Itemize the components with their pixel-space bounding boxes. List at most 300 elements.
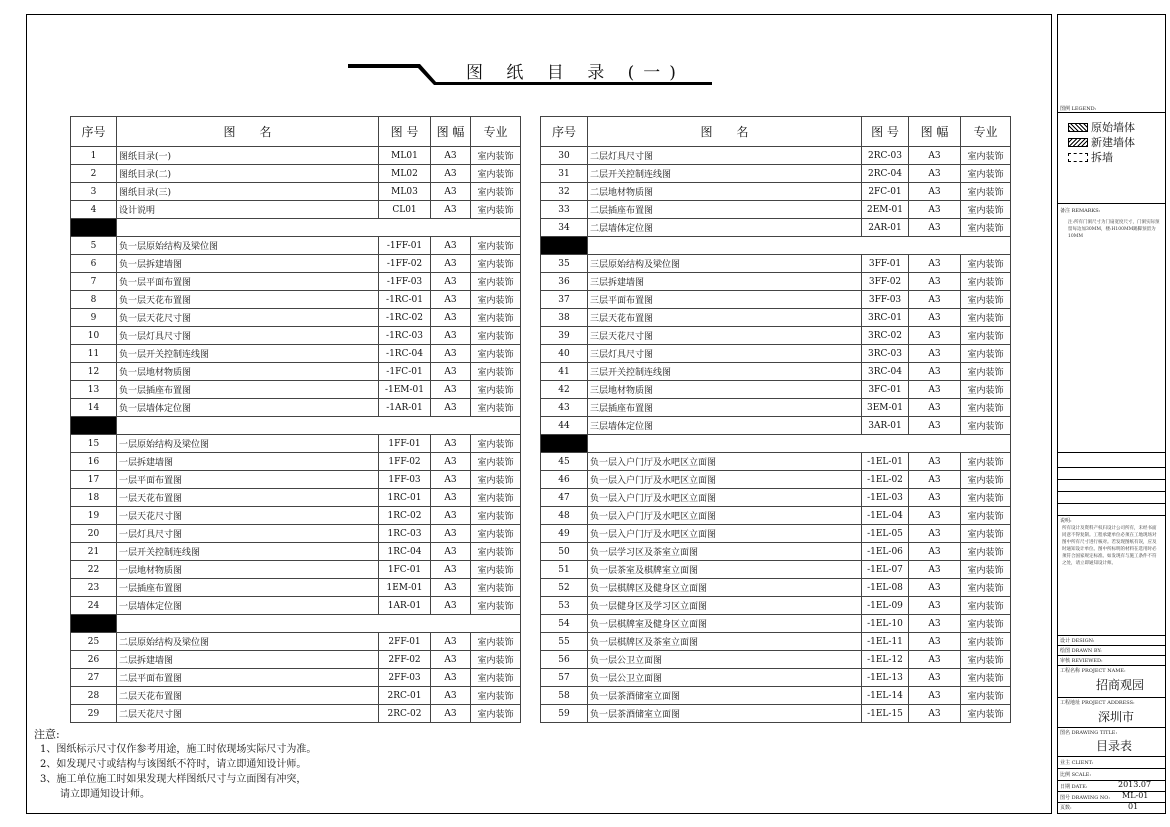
sheet-size: A3 [909,633,961,651]
drawing-name: 三层墙体定位图 [588,417,862,435]
sheet-size: A3 [431,561,471,579]
drawing-code: -1EL-14 [862,687,909,705]
drawing-name: 一层平面布置图 [117,471,379,489]
drawing-title: 目录表 [1096,739,1133,753]
row-number: 13 [71,381,117,399]
drawing-code: -1EL-13 [862,669,909,687]
table-row [71,237,521,255]
section-marker [541,237,588,255]
drawing-name: 二层平面布置图 [117,669,379,687]
drawing-code: -1EL-07 [862,561,909,579]
discipline: 室内装饰 [471,435,521,453]
drawing-name: 负一层入户门厅及水吧区立面图 [588,507,862,525]
table-row [541,183,1011,201]
discipline: 室内装饰 [961,705,1011,723]
table-row [541,309,1011,327]
row-number: 54 [541,615,588,633]
table-row [71,435,521,453]
discipline: 室内装饰 [471,273,521,291]
drawing-code: -1EL-10 [862,615,909,633]
drawing-code: 3RC-02 [862,327,909,345]
drawing-name: 三层天花布置图 [588,309,862,327]
sheet-size: A3 [909,363,961,381]
sheet-size: A3 [909,201,961,219]
sheet-size: A3 [431,399,471,417]
row-number: 18 [71,489,117,507]
table-row [71,507,521,525]
table-row [541,651,1011,669]
table-row [541,255,1011,273]
drawing-name: 负一层墙体定位图 [117,399,379,417]
drawing-code: 1FF-02 [379,453,431,471]
table-row [71,147,521,165]
row-number: 58 [541,687,588,705]
row-number: 4 [71,201,117,219]
drawing-name: 负一层天花尺寸图 [117,309,379,327]
drawing-name: 一层拆建墙图 [117,453,379,471]
drawing-code: -1FF-02 [379,255,431,273]
table-row [541,453,1011,471]
table-row [541,597,1011,615]
table-row [541,543,1011,561]
drawing-code: 2RC-01 [379,687,431,705]
discipline: 室内装饰 [471,399,521,417]
discipline: 室内装饰 [471,597,521,615]
table-row [541,363,1011,381]
discipline: 室内装饰 [961,147,1011,165]
table-row [541,201,1011,219]
table-row [71,309,521,327]
table-row [541,327,1011,345]
table-row [71,201,521,219]
row-number: 35 [541,255,588,273]
sheet-size: A3 [909,489,961,507]
row-number: 24 [71,597,117,615]
discipline: 室内装饰 [471,579,521,597]
drawing-code: 3RC-04 [862,363,909,381]
sheet-size: A3 [431,507,471,525]
drawing-code: ML01 [379,147,431,165]
drawing-code: CL01 [379,201,431,219]
sheet-size: A3 [431,273,471,291]
page-value: 01 [1128,802,1139,811]
drawing-name: 三层灯具尺寸图 [588,345,862,363]
table-row [541,471,1011,489]
project-name-label: 工程名称 PROJECT NAME: [1060,668,1126,674]
discipline: 室内装饰 [961,651,1011,669]
date-label: 日期 DATE: [1060,784,1088,790]
discipline: 室内装饰 [471,201,521,219]
row-number: 53 [541,597,588,615]
table-row [71,255,521,273]
drawing-name: 设计说明 [117,201,379,219]
discipline: 室内装饰 [961,165,1011,183]
empty-cell [117,615,521,633]
drawing-name: 负一层公卫立面图 [588,669,862,687]
header-no: 序号 [541,117,588,147]
drawing-name: 负一层入户门厅及水吧区立面图 [588,489,862,507]
drawing-code: 1FC-01 [379,561,431,579]
sheet-size: A3 [909,309,961,327]
sheet-size: A3 [431,705,471,723]
table-row [71,399,521,417]
table-row [541,705,1011,723]
discipline: 室内装饰 [471,255,521,273]
sheet-size: A3 [431,597,471,615]
table-row [71,273,521,291]
discipline: 室内装饰 [961,471,1011,489]
drawing-code: -1EL-08 [862,579,909,597]
discipline: 室内装饰 [961,669,1011,687]
sheet-size: A3 [431,633,471,651]
drawing-name: 负一层插座布置图 [117,381,379,399]
drawing-code: 3FF-03 [862,291,909,309]
discipline: 室内装饰 [961,543,1011,561]
discipline: 室内装饰 [471,633,521,651]
table-header-row [71,117,521,147]
drawing-no-label: 图号 DRAWING NO: [1060,795,1111,801]
discipline: 室内装饰 [961,489,1011,507]
table-row [541,561,1011,579]
drawn-by-label: 绘图 DRAWN BY: [1060,648,1102,654]
discipline: 室内装饰 [471,237,521,255]
row-number: 33 [541,201,588,219]
remarks-label: 备注 REMARKS: [1060,208,1101,214]
drawing-code: -1RC-03 [379,327,431,345]
row-number: 14 [71,399,117,417]
empty-cell [117,219,521,237]
sheet-size: A3 [909,471,961,489]
table-row [541,345,1011,363]
sheet-size: A3 [431,471,471,489]
row-number: 52 [541,579,588,597]
drawing-code: -1EL-05 [862,525,909,543]
drawing-code: 3RC-01 [862,309,909,327]
drawing-name: 负一层学习区及茶室立面图 [588,543,862,561]
drawing-code: 3EM-01 [862,399,909,417]
sheet-size: A3 [909,561,961,579]
row-number: 12 [71,363,117,381]
drawing-code: 3FC-01 [862,381,909,399]
drawing-code: ML03 [379,183,431,201]
table-row [541,615,1011,633]
table-row [71,705,521,723]
discipline: 室内装饰 [961,399,1011,417]
drawing-code: 1RC-03 [379,525,431,543]
table-row [71,291,521,309]
header-code: 图 号 [379,117,431,147]
discipline: 室内装饰 [961,291,1011,309]
discipline: 室内装饰 [961,417,1011,435]
sheet-size: A3 [431,489,471,507]
project-address-label: 工程地址 PROJECT ADDRESS: [1060,700,1135,706]
drawing-code: 2RC-04 [862,165,909,183]
drawing-code: -1EL-04 [862,507,909,525]
drawing-code: -1RC-01 [379,291,431,309]
drawing-name: 三层插座布置图 [588,399,862,417]
row-number: 8 [71,291,117,309]
discipline: 室内装饰 [471,165,521,183]
section-separator-row [541,237,1011,255]
row-number: 21 [71,543,117,561]
discipline: 室内装饰 [471,669,521,687]
legend-original-wall: 原始墙体 [1068,119,1135,135]
header-discipline: 专业 [471,117,521,147]
discipline: 室内装饰 [471,453,521,471]
drawing-name: 二层拆建墙图 [117,651,379,669]
sheet-size: A3 [909,543,961,561]
empty-cell [588,237,1011,255]
table-row [71,669,521,687]
discipline: 室内装饰 [471,327,521,345]
drawing-code: -1FC-01 [379,363,431,381]
discipline: 室内装饰 [961,507,1011,525]
table-row [71,543,521,561]
row-number: 23 [71,579,117,597]
row-number: 42 [541,381,588,399]
row-number: 50 [541,543,588,561]
drawing-code: -1EL-12 [862,651,909,669]
drawing-code: 1RC-02 [379,507,431,525]
row-number: 3 [71,183,117,201]
drawing-code: 2FF-01 [379,633,431,651]
table-row [71,579,521,597]
drawing-code: -1FF-03 [379,273,431,291]
legend-demolish-wall: 拆墙 [1068,149,1113,165]
row-number: 25 [71,633,117,651]
row-number: 51 [541,561,588,579]
empty-cell [117,417,521,435]
sheet-size: A3 [909,669,961,687]
sheet-size: A3 [431,183,471,201]
header-name: 图 名 [117,117,379,147]
table-row [541,273,1011,291]
sheet-size: A3 [909,219,961,237]
drawing-name: 负一层棋牌区及茶室立面图 [588,633,862,651]
sheet-size: A3 [909,345,961,363]
drawing-name: 负一层棋牌区及健身区立面图 [588,579,862,597]
drawing-code: -1RC-04 [379,345,431,363]
row-number: 41 [541,363,588,381]
notes-block [34,727,316,802]
drawing-code: 1RC-01 [379,489,431,507]
drawing-name: 二层地材物质图 [588,183,862,201]
row-number: 27 [71,669,117,687]
discipline: 室内装饰 [961,183,1011,201]
drawing-code: 2FF-02 [379,651,431,669]
drawing-name: 一层墙体定位图 [117,597,379,615]
row-number: 36 [541,273,588,291]
discipline: 室内装饰 [961,525,1011,543]
discipline: 室内装饰 [471,705,521,723]
drawing-name: 一层地材物质图 [117,561,379,579]
row-number: 17 [71,471,117,489]
drawing-code: -1FF-01 [379,237,431,255]
drawing-code: -1EL-03 [862,489,909,507]
discipline: 室内装饰 [961,363,1011,381]
table-row [541,219,1011,237]
drawing-name: 二层开关控制连线图 [588,165,862,183]
header-no: 序号 [71,117,117,147]
notes-heading: 注意: [34,728,60,741]
drawing-index-table-left [70,116,521,723]
drawing-code: 3FF-02 [862,273,909,291]
section-separator-row [71,219,521,237]
discipline: 室内装饰 [961,309,1011,327]
discipline: 室内装饰 [961,201,1011,219]
row-number: 26 [71,651,117,669]
drawing-name: 一层灯具尺寸图 [117,525,379,543]
sheet-size: A3 [431,435,471,453]
table-row [71,651,521,669]
table-row [71,561,521,579]
row-number: 40 [541,345,588,363]
drawing-name: 负一层入户门厅及水吧区立面图 [588,453,862,471]
notice-text: 所有设计及资料产权归设计公司所有，未经书面同意不得复制。工程承建单位必须在工地现场对图中所有尺寸进行核对。若发现图纸有误，应及时通知设计单位。图中所标明的材料在选用时必须符合国家规定标准。如发现有与施工条件不符之处，请立即通知设计师。 [1062,526,1157,566]
discipline: 室内装饰 [471,561,521,579]
sheet-size: A3 [909,327,961,345]
drawing-name: 负一层拆建墙图 [117,255,379,273]
drawing-code: 1FF-01 [379,435,431,453]
drawing-code: 3FF-01 [862,255,909,273]
legend-label: 图例 LEGEND: [1060,106,1097,112]
drawing-code: ML02 [379,165,431,183]
drawing-name: 负一层开关控制连线图 [117,345,379,363]
discipline: 室内装饰 [471,489,521,507]
drawing-name: 负一层入户门厅及水吧区立面图 [588,525,862,543]
note-line: 1、图纸标示尺寸仅作参考用途，施工时依现场实际尺寸为准。 [40,744,317,755]
sheet-size: A3 [909,165,961,183]
drawing-name: 图纸目录(二) [117,165,379,183]
drawing-name: 二层灯具尺寸图 [588,147,862,165]
project-address: 深圳市 [1098,710,1135,724]
table-row [541,417,1011,435]
drawing-name: 负一层平面布置图 [117,273,379,291]
sheet-size: A3 [431,669,471,687]
note-line: 2、如发现尺寸或结构与该图纸不符时，请立即通知设计师。 [40,759,307,770]
sheet-size: A3 [431,381,471,399]
sheet-size: A3 [431,255,471,273]
drawing-code: -1EL-11 [862,633,909,651]
drawing-name: 三层拆建墙图 [588,273,862,291]
sheet-size: A3 [909,579,961,597]
table-row [541,669,1011,687]
table-row [541,507,1011,525]
row-number: 9 [71,309,117,327]
empty-cell [588,435,1011,453]
row-number: 16 [71,453,117,471]
row-number: 5 [71,237,117,255]
drawing-name: 负一层茶酒储室立面图 [588,687,862,705]
table-row [71,327,521,345]
discipline: 室内装饰 [961,327,1011,345]
table-row [71,453,521,471]
legend-new-wall: 新建墙体 [1068,134,1135,150]
section-marker [71,615,117,633]
drawing-name: 三层天花尺寸图 [588,327,862,345]
drawing-code: -1RC-02 [379,309,431,327]
table-row [541,165,1011,183]
row-number: 37 [541,291,588,309]
row-number: 55 [541,633,588,651]
table-row [541,489,1011,507]
drawing-code: 2FC-01 [862,183,909,201]
row-number: 22 [71,561,117,579]
sheet-size: A3 [431,453,471,471]
row-number: 11 [71,345,117,363]
hatch-swatch-icon [1068,138,1088,147]
discipline: 室内装饰 [961,219,1011,237]
discipline: 室内装饰 [961,561,1011,579]
row-number: 19 [71,507,117,525]
row-number: 29 [71,705,117,723]
drawing-name: 图纸目录(一) [117,147,379,165]
notice-label: 说明: [1060,518,1072,524]
table-row [71,381,521,399]
header-size: 图 幅 [431,117,471,147]
row-number: 31 [541,165,588,183]
discipline: 室内装饰 [471,309,521,327]
drawing-code: 1RC-04 [379,543,431,561]
drawing-name: 负一层地材物质图 [117,363,379,381]
drawing-code: 2RC-02 [379,705,431,723]
drawing-title-label: 图名 DRAWING TITLE: [1060,730,1118,736]
table-row [71,183,521,201]
section-separator-row [541,435,1011,453]
drawing-code: 1AR-01 [379,597,431,615]
drawing-name: 三层原始结构及梁位图 [588,255,862,273]
sheet-size: A3 [909,273,961,291]
note-line: 3、施工单位施工时如果发现大样图纸尺寸与立面图有冲突， [40,774,307,785]
table-row [541,399,1011,417]
drawing-name: 一层开关控制连线图 [117,543,379,561]
reviewed-label: 审核 REVIEWED: [1060,658,1103,664]
drawing-code: -1EL-01 [862,453,909,471]
drawing-code: 1FF-03 [379,471,431,489]
row-number: 20 [71,525,117,543]
discipline: 室内装饰 [471,345,521,363]
row-number: 46 [541,471,588,489]
drawing-code: 2FF-03 [379,669,431,687]
table-row [71,363,521,381]
drawing-code: 3RC-03 [862,345,909,363]
discipline: 室内装饰 [961,381,1011,399]
scale-label: 比例 SCALE: [1060,772,1092,778]
discipline: 室内装饰 [961,633,1011,651]
sheet-size: A3 [431,201,471,219]
drawing-name: 负一层灯具尺寸图 [117,327,379,345]
drawing-name: 二层天花布置图 [117,687,379,705]
sheet-size: A3 [909,417,961,435]
table-row [71,489,521,507]
drawing-name: 一层天花尺寸图 [117,507,379,525]
remarks-text: 注:所有门洞尺寸为门扇宽度尺寸，门洞实际预留每边加30MM，楼:H100MM踢脚预留为10MM [1068,220,1160,239]
sheet-size: A3 [909,147,961,165]
table-row [541,147,1011,165]
discipline: 室内装饰 [961,687,1011,705]
row-number: 45 [541,453,588,471]
discipline: 室内装饰 [961,345,1011,363]
discipline: 室内装饰 [961,453,1011,471]
row-number: 10 [71,327,117,345]
row-number: 28 [71,687,117,705]
discipline: 室内装饰 [471,651,521,669]
table-row [541,633,1011,651]
table-row [541,291,1011,309]
drawing-code: 2AR-01 [862,219,909,237]
drawing-name: 三层平面布置图 [588,291,862,309]
table-row [71,525,521,543]
